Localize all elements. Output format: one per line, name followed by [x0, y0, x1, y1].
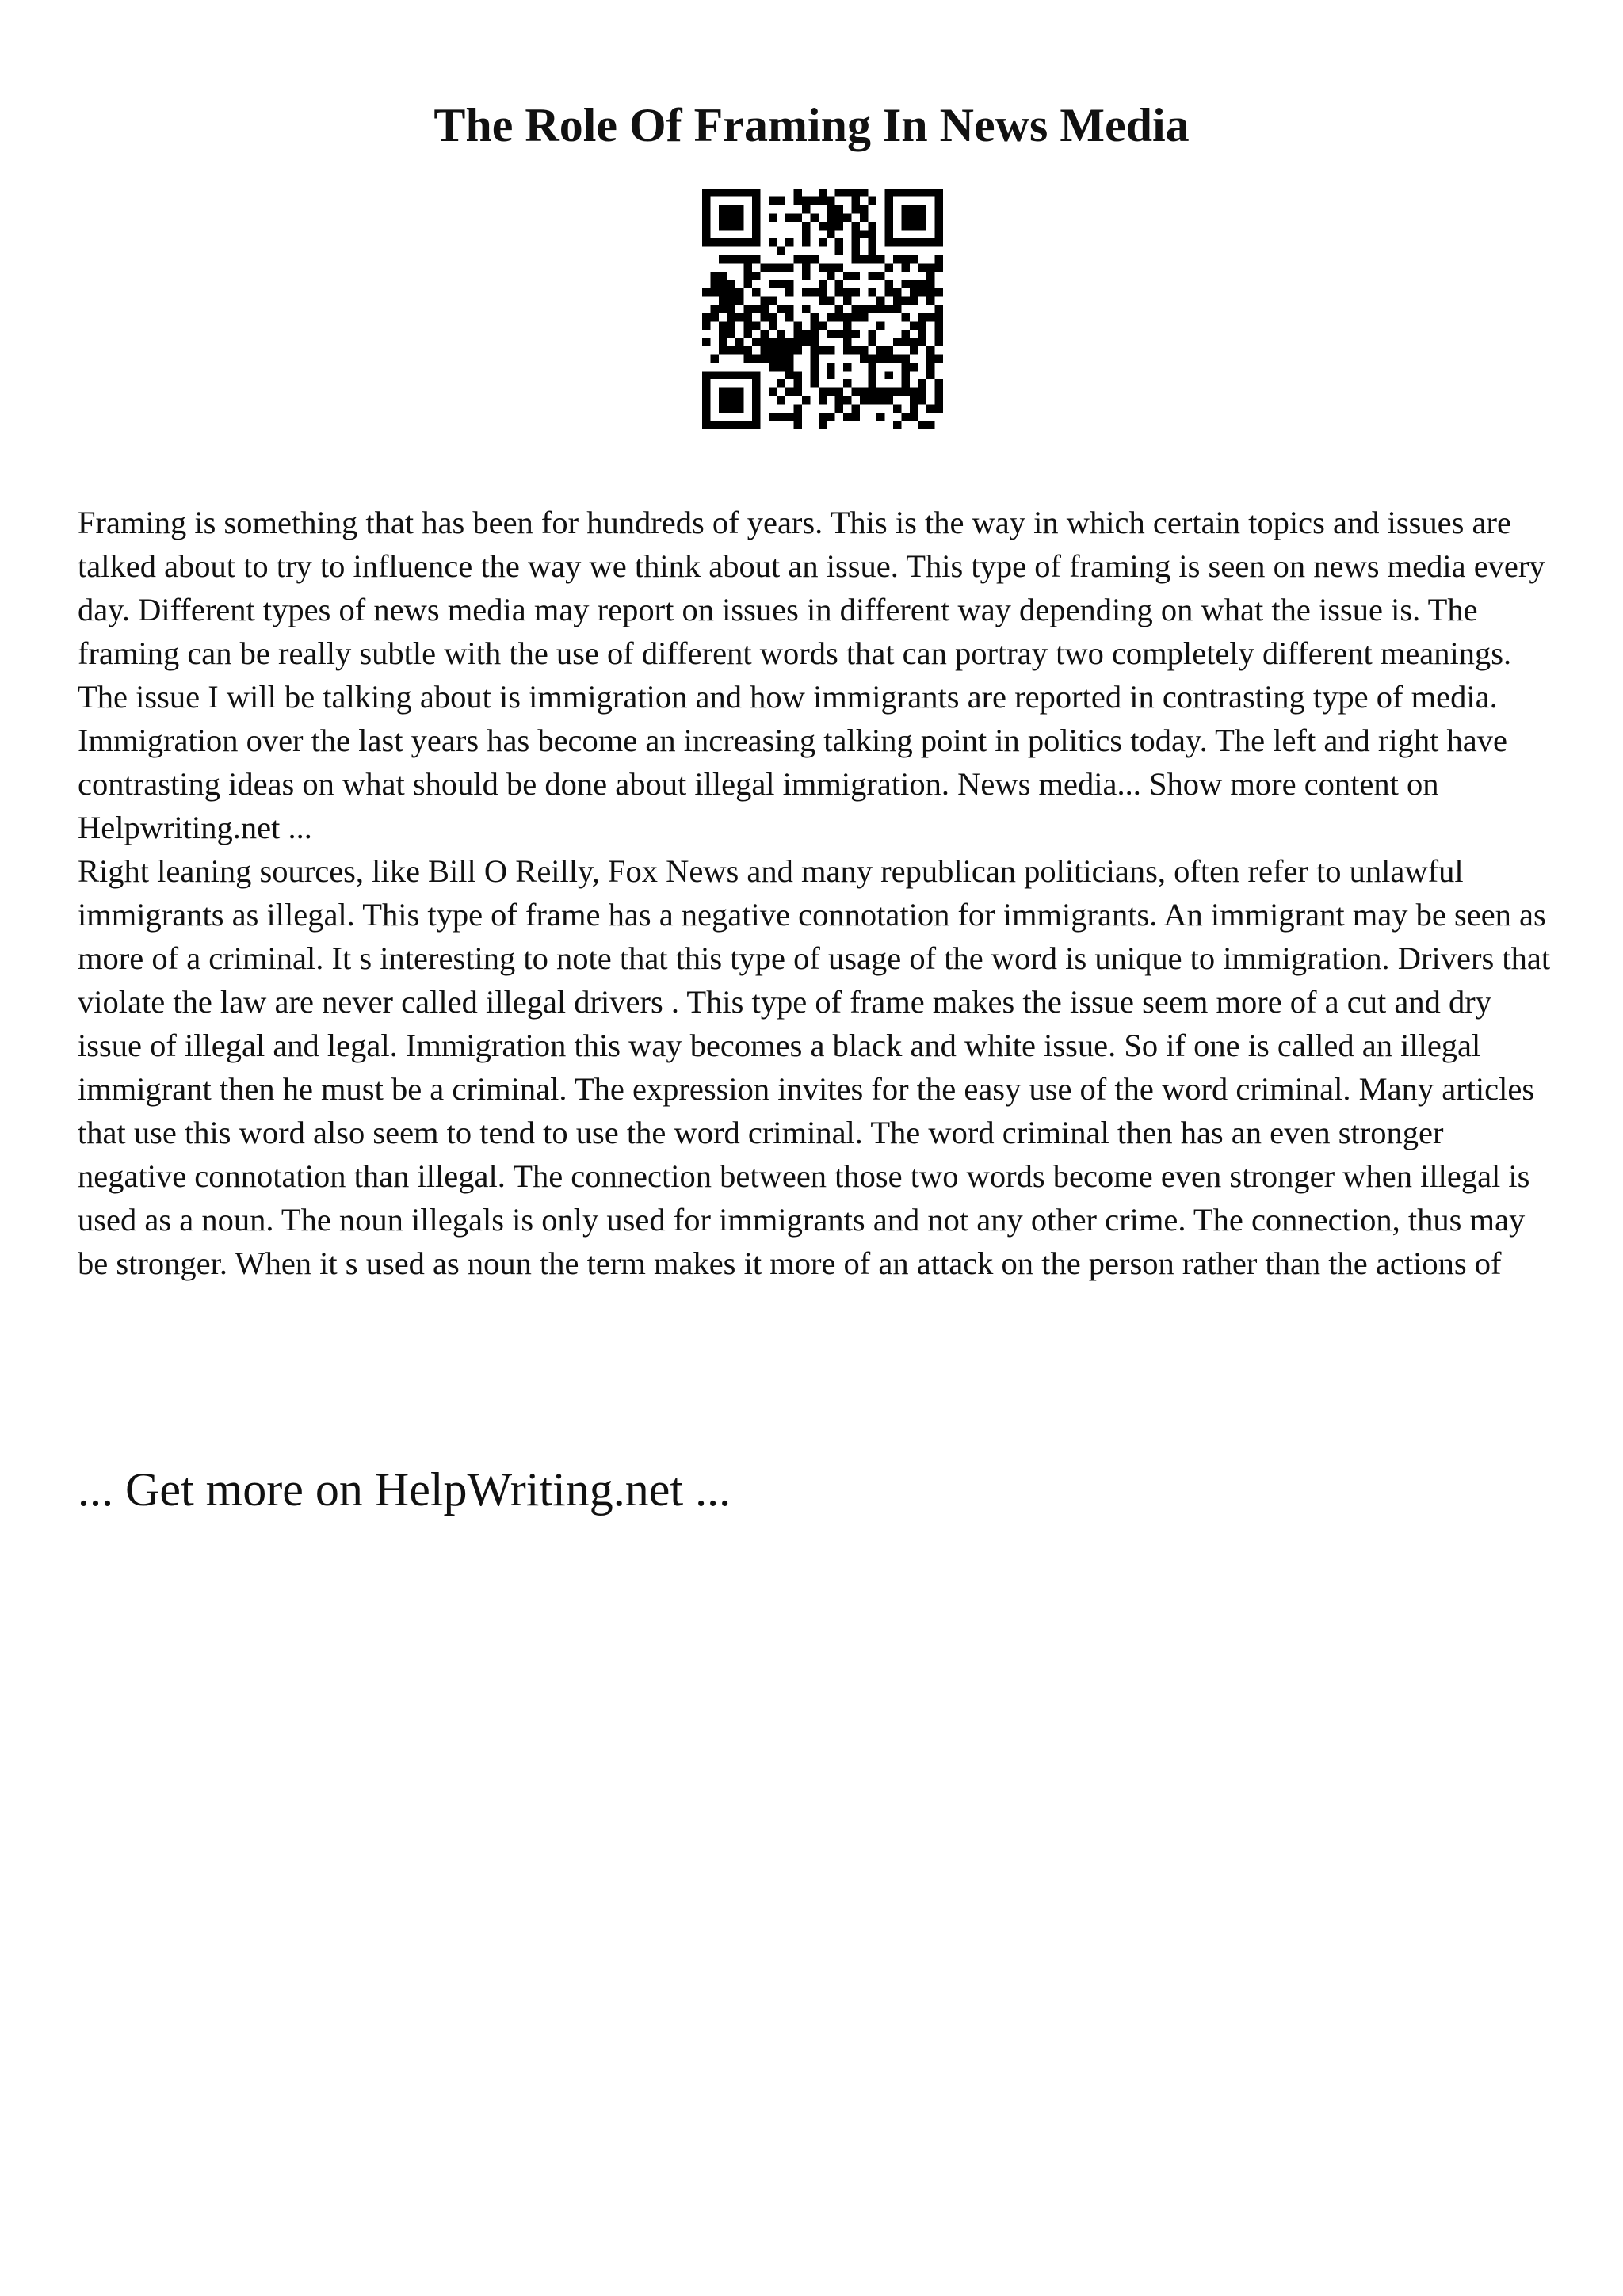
article-paragraph-1: Framing is something that has been for hundreds of years. This is the way in which certain topics and issues are talked about to try to influence the way we think about an issue. This type of framing is seen on news media every day. Different types of news media may report on issues in different way depending on what the issue is. The framing can be really subtle with the use of different words that can portray two completely different meanings. The issue I will be talking about is immigration and how immigrants are reported in contrasting type of media. Immigration over the last years has become an increasing talking point in politics today. The left and right have contrasting ideas on what should be done about illegal immigration. News media... Show more content on Helpwriting.net ...: [78, 505, 1545, 845]
page-title: The Role Of Framing In News Media: [433, 99, 1190, 151]
article-body: [78, 501, 1552, 1285]
get-more-link[interactable]: ... Get more on HelpWriting.net ...: [78, 1463, 731, 1516]
article-paragraph-2: Right leaning sources, like Bill O Reilly, Fox News and many republican politicians, often refer to unlawful immigrants as illegal. This type of frame has a negative connotation for immigrants. An immigrant may be seen as more of a criminal. It s interesting to note that this type of usage of the word is unique to immigration. Drivers that violate the law are never called illegal drivers . This type of frame makes the issue seem more of a cut and dry issue of illegal and legal. Immigration this way becomes a black and white issue. So if one is called an illegal immigrant then he must be a criminal. The expression invites for the easy use of the word criminal. Many articles that use this word also seem to tend to use the word criminal. The word criminal then has an even stronger negative connotation than illegal. The connection between those two words become even stronger when illegal is used as a noun. The noun illegals is only used for immigrants and not any other crime. The connection, thus may be stronger. When it s used as noun the term makes it more of an attack on the person rather than the actions of: [78, 853, 1551, 1281]
qr-code-icon: [702, 189, 943, 429]
